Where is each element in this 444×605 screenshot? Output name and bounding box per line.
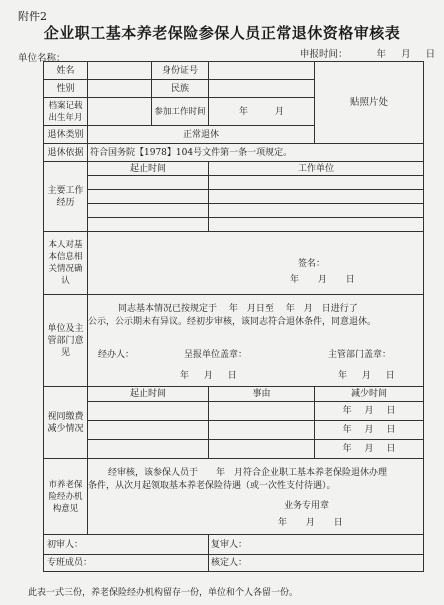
agency-year: 年 [278, 518, 288, 528]
retire-type-label: 退休类别 [44, 126, 88, 144]
reduction-col-reason: 事由 [209, 387, 315, 402]
confirm-sign-label: 签名： [298, 259, 326, 269]
work-history-unit-cell[interactable] [209, 218, 424, 232]
work-history-col-unit: 工作单位 [209, 162, 424, 176]
agency-opinion-text-line2: 条件，从次月起领取基本养老保险待遇（或一次性支付待遇）。 [88, 481, 336, 491]
work-history-col-period: 起止时间 [88, 162, 209, 176]
unit-opinion-cell[interactable] [88, 295, 424, 387]
apply-month: 月 [401, 49, 411, 60]
business-seal-label: 业务专用章 [284, 501, 330, 511]
work-history-period-cell[interactable] [88, 190, 209, 204]
unit-name-label: 单位名称： [18, 53, 66, 64]
work-start-year: 年 [239, 106, 249, 117]
footer-note: 此表一式三份，养老保险经办机构留存一份，单位和个人各留一份。 [28, 588, 299, 598]
reduction-date-cell[interactable] [315, 440, 424, 459]
agency-month: 月 [305, 518, 315, 528]
reduction-label: 视同缴费减少情况 [44, 387, 88, 459]
id-number-field[interactable] [209, 62, 315, 80]
work-history-period-cell[interactable] [88, 218, 209, 232]
apply-year: 年 [376, 49, 387, 60]
dept-date-day: 日 [385, 371, 395, 381]
work-start-label: 参加工作时间 [152, 98, 209, 126]
retire-basis-value: 符合国务院【1978】104号文件第一条一项规定。 [88, 144, 424, 162]
work-start-field[interactable] [209, 98, 315, 126]
reduction-reason-cell[interactable] [209, 421, 315, 440]
unit-date-month: 月 [203, 371, 213, 381]
unit-opinion-date-right [338, 370, 395, 382]
reduction-day: 日 [386, 425, 396, 435]
photo-area[interactable]: 贴照片处 [315, 62, 424, 144]
archive-birth-label: 档案记载出生年月 [44, 98, 88, 126]
reduction-date-cell[interactable] [315, 421, 424, 440]
dept-date-month: 月 [361, 371, 371, 381]
ethnicity-field[interactable] [209, 80, 315, 98]
name-label: 姓名 [44, 62, 88, 80]
apply-day: 日 [425, 49, 436, 60]
verifier-cell[interactable] [209, 555, 424, 572]
retire-basis-label: 退休依据 [44, 144, 88, 162]
work-history-period-cell[interactable] [88, 176, 209, 190]
agency-opinion-cell[interactable] [88, 459, 424, 535]
reduction-year: 年 [342, 406, 352, 416]
confirm-year: 年 [290, 275, 300, 285]
clerk-cell[interactable] [44, 555, 209, 572]
unit-opinion-text-line1: 同志基本情况已按规定于 年 月日至 年 月 日进行了 [118, 304, 358, 314]
first-reviewer-label: 初审人： [47, 539, 84, 550]
agency-day: 日 [333, 518, 343, 528]
id-number-label: 身份证号 [152, 62, 209, 80]
confirm-month: 月 [317, 275, 327, 285]
clerk-label: 专班成员： [47, 558, 93, 568]
reduction-period-cell[interactable] [88, 402, 209, 421]
apply-time-label: 申报时间： [300, 49, 348, 60]
work-history-unit-cell[interactable] [209, 176, 424, 190]
agency-opinion-text-line1: 经审核，该参保人员于 年 月符合企业职工基本养老保险退休办理 [108, 468, 388, 478]
reduction-month: 月 [364, 406, 374, 416]
handler-label: 经办人： [98, 350, 135, 360]
agency-opinion-date [278, 517, 343, 529]
reduction-year: 年 [342, 444, 352, 454]
unit-date-year: 年 [180, 371, 190, 381]
unit-opinion-text-line2: 公示，公示期未有异议。经初步审核，该同志符合退休条件，同意退休。 [88, 317, 377, 327]
work-history-unit-cell[interactable] [209, 204, 424, 218]
unit-date-day: 日 [227, 371, 237, 381]
unit-opinion-date-left [180, 370, 237, 382]
reduction-day: 日 [386, 406, 396, 416]
agency-opinion-label: 市养老保险经办机构意见 [44, 459, 88, 535]
attachment-label: 附件2 [18, 10, 47, 23]
gender-field[interactable] [88, 80, 152, 98]
confirm-date [290, 274, 355, 286]
verifier-label: 核定人： [211, 558, 248, 568]
unit-seal-label: 呈报单位盖章： [184, 350, 248, 360]
review-form-table [43, 61, 424, 572]
apply-date [300, 46, 435, 60]
reduction-period-cell[interactable] [88, 440, 209, 459]
reduction-day: 日 [386, 444, 396, 454]
dept-date-year: 年 [338, 371, 348, 381]
gender-label: 性别 [44, 80, 88, 98]
work-history-label: 主要工作经历 [44, 162, 88, 232]
reduction-date-cell[interactable] [315, 402, 424, 421]
reduction-month: 月 [364, 425, 374, 435]
dept-seal-label: 主管部门盖章： [328, 350, 392, 360]
confirm-label: 本人对基本信息相关情况确认 [44, 232, 88, 295]
work-start-month: 月 [274, 106, 284, 117]
reduction-period-cell[interactable] [88, 421, 209, 440]
archive-birth-field[interactable] [88, 98, 152, 126]
retire-type-value: 正常退休 [88, 126, 315, 144]
reduction-year: 年 [342, 425, 352, 435]
form-title: 企业职工基本养老保险参保人员正常退休资格审核表 [43, 24, 401, 42]
work-history-unit-cell[interactable] [209, 190, 424, 204]
reduction-reason-cell[interactable] [209, 402, 315, 421]
unit-opinion-label: 单位及主管部门意见 [44, 295, 88, 387]
confirm-day: 日 [345, 275, 355, 285]
first-reviewer-cell[interactable] [44, 535, 209, 555]
name-field[interactable] [88, 62, 152, 80]
reduction-col-reduce: 减少时间 [315, 387, 424, 402]
reduction-reason-cell[interactable] [209, 440, 315, 459]
work-history-period-cell[interactable] [88, 204, 209, 218]
ethnicity-label: 民族 [152, 80, 209, 98]
reduction-month: 月 [364, 444, 374, 454]
reduction-col-period: 起止时间 [88, 387, 209, 402]
confirm-cell[interactable] [88, 232, 424, 295]
second-reviewer-cell[interactable] [209, 535, 424, 555]
second-reviewer-label: 复审人： [211, 539, 248, 550]
